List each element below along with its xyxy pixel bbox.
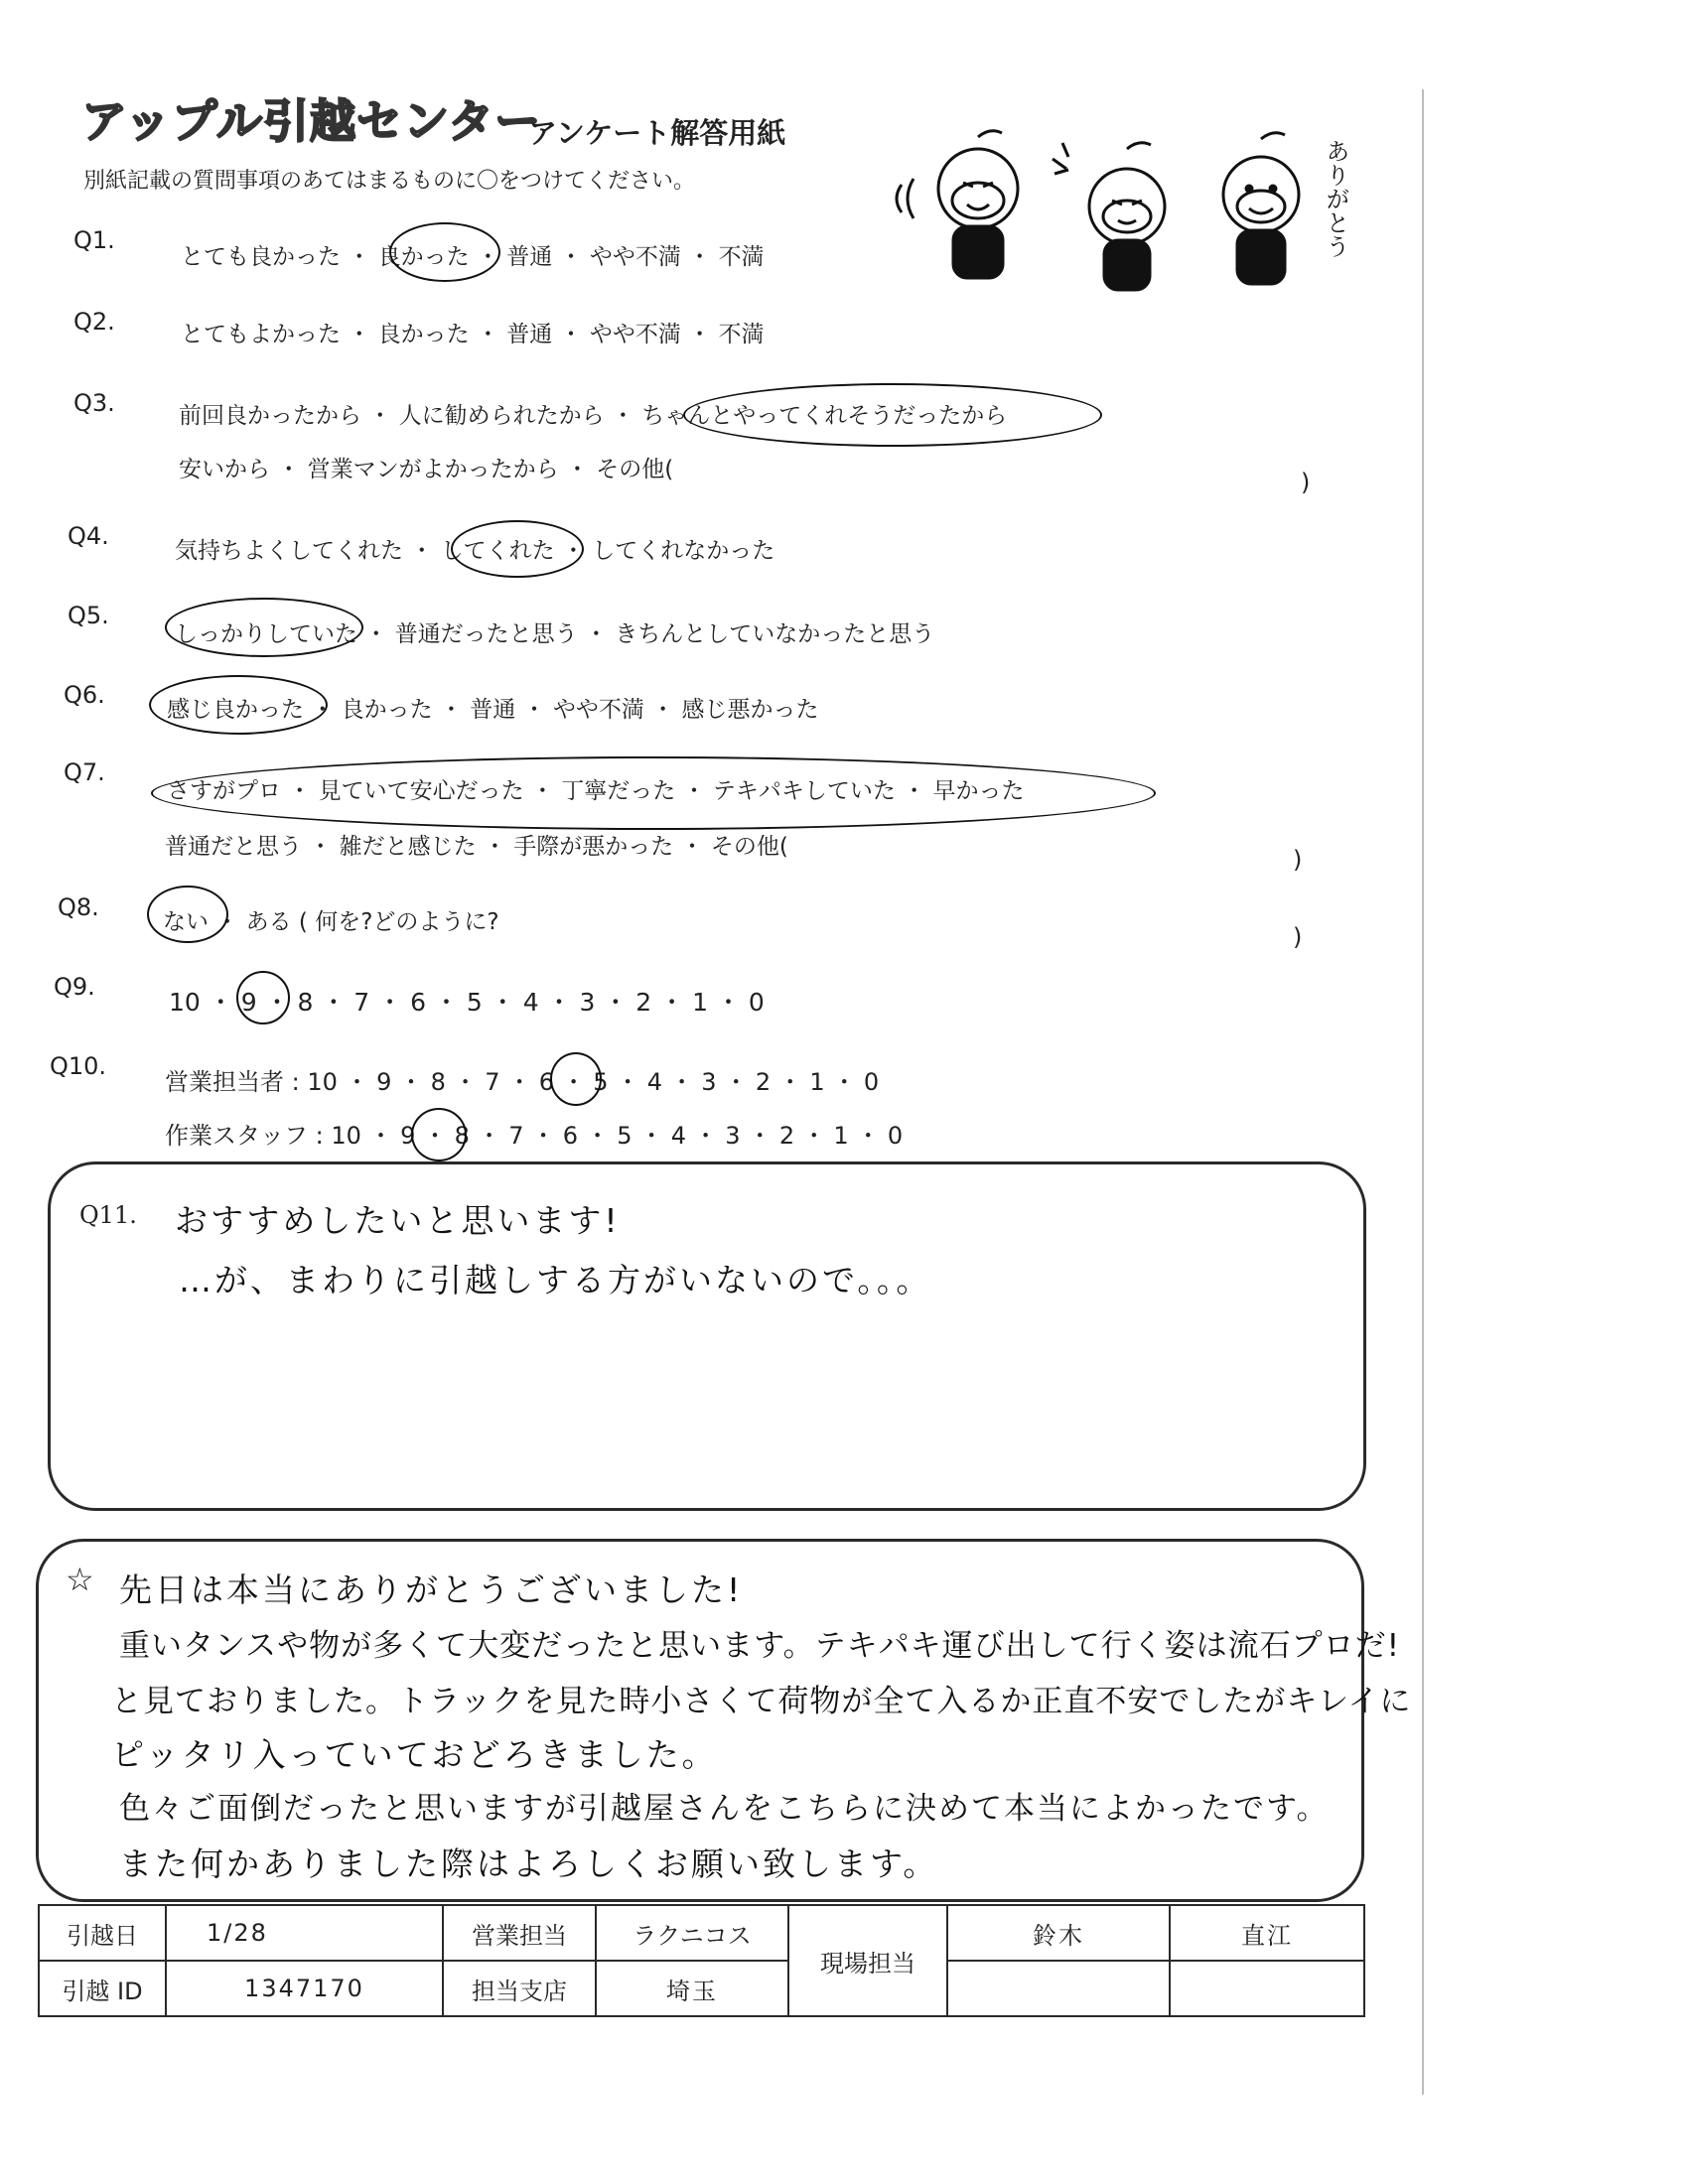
site-staff-1: 鈴木: [947, 1905, 1170, 1961]
comment-line-3: と見ておりました。トラックを見た時小さくて荷物が全て入るか正直不安でしたがキレイに: [111, 1684, 1412, 1719]
comment-line-4: ピッタリ入っていておどろきました。: [111, 1735, 718, 1774]
q5-options[interactable]: しっかりしていた ・ 普通だったと思う ・ きちんとしていなかったと思う: [175, 621, 935, 647]
q11-answer-line2: …が、まわりに引越しする方がいないので。。。: [179, 1261, 932, 1299]
q9-number: Q9.: [54, 973, 95, 1001]
q11-label: Q11.: [79, 1201, 137, 1229]
q7-number: Q7.: [64, 758, 105, 786]
q11-answer-line1: おすすめしたいと思います!: [175, 1201, 621, 1240]
mascot-1: [897, 131, 1018, 278]
q8-options[interactable]: ない ・ ある ( 何を?どのように?: [163, 909, 499, 935]
q4-options[interactable]: 気持ちよくしてくれた ・ してくれた ・ してくれなかった: [175, 538, 775, 564]
footer-info-table: [38, 1904, 1365, 2017]
move-id-value: 1347170: [166, 1961, 443, 2016]
q8-close-paren: ): [1293, 923, 1303, 951]
site-staff-empty-2: [1170, 1961, 1364, 2016]
move-date-value: 1/28: [166, 1905, 443, 1961]
q5-circle-mark: [165, 598, 363, 657]
company-title: アップル引越センター: [81, 94, 542, 148]
q10-sales-scale[interactable]: 営業担当者 : 10 ・ 9 ・ 8 ・ 7 ・ 6 ・ 5 ・ 4 ・ 3 ・ 2 ・ 1 ・ 0: [165, 1068, 880, 1096]
form-subtitle: アンケート解答用紙: [528, 116, 786, 150]
q9-scale[interactable]: 10 ・ 9 ・ 8 ・ 7 ・ 6 ・ 5 ・ 4 ・ 3 ・ 2 ・ 1 ・ 0: [169, 988, 765, 1017]
q1-options[interactable]: とても良かった ・ 良かった ・ 普通 ・ やや不満 ・ 不満: [181, 244, 765, 270]
comment-line-6: また何かありました際はよろしくお願い致します。: [119, 1844, 939, 1883]
comment-line-1: 先日は本当にありがとうございました!: [119, 1570, 744, 1609]
q6-number: Q6.: [64, 681, 105, 709]
q5-number: Q5.: [68, 602, 109, 629]
mascot-illustration: [884, 119, 1360, 308]
q10-staff-scale[interactable]: 作業スタッフ : 10 ・ 9 ・ 8 ・ 7 ・ 6 ・ 5 ・ 4 ・ 3 ・ 2 ・ 1 ・ 0: [165, 1122, 904, 1150]
q3-options-line1[interactable]: 前回良かったから ・ 人に勧められたから ・ ちゃんとやってくれそうだったから: [179, 403, 1008, 429]
sales-value: ラクニコス: [596, 1905, 788, 1961]
q10-staff-circle-mark: [411, 1108, 467, 1161]
q4-circle-mark: [451, 520, 584, 578]
mascot-2: [1053, 143, 1165, 290]
q2-number: Q2.: [73, 308, 115, 336]
q7-options-line1[interactable]: さすがプロ ・ 見ていて安心だった ・ 丁寧だった ・ テキパキしていた ・ 早かった: [167, 778, 1025, 804]
q3-close-paren: ): [1301, 469, 1311, 496]
comment-star: ☆: [66, 1561, 97, 1598]
comment-line-5: 色々ご面倒だったと思いますが引越屋さんをこちらに決めて本当によかったです。: [119, 1791, 1330, 1827]
q3-options-line2[interactable]: 安いから ・ 営業マンがよかったから ・ その他(: [179, 457, 674, 482]
q4-number: Q4.: [68, 522, 109, 550]
q6-circle-mark: [149, 675, 328, 735]
mascot-text: ありがとう: [1322, 139, 1349, 258]
q7-close-paren: ): [1293, 846, 1303, 874]
q10-number: Q10.: [50, 1052, 107, 1080]
q3-circle-mark: [683, 383, 1102, 447]
branch-label: 担当支店: [443, 1961, 596, 2016]
q1-number: Q1.: [73, 226, 115, 254]
site-staff-empty-1: [947, 1961, 1170, 2016]
q8-circle-mark: [147, 886, 228, 943]
q10-sales-circle-mark: [550, 1052, 602, 1106]
sales-label: 営業担当: [443, 1905, 596, 1961]
q7-options-line2[interactable]: 普通だと思う ・ 雑だと感じた ・ 手際が悪かった ・ その他(: [165, 834, 788, 860]
site-staff-2: 直江: [1170, 1905, 1364, 1961]
q2-options[interactable]: とてもよかった ・ 良かった ・ 普通 ・ やや不満 ・ 不満: [181, 322, 765, 347]
mascot-3: [1223, 133, 1299, 284]
q9-circle-mark: [236, 971, 290, 1024]
sheet-edge: [1422, 89, 1424, 2095]
instruction-text: 別紙記載の質問事項のあてはまるものに〇をつけてください。: [83, 169, 696, 194]
move-id-label: 引越 ID: [39, 1961, 166, 2016]
site-staff-label: 現場担当: [788, 1905, 947, 2016]
q1-circle-mark: [389, 222, 500, 282]
q7-circle-mark: [151, 756, 1156, 830]
branch-value: 埼玉: [596, 1961, 788, 2016]
q3-number: Q3.: [73, 389, 115, 417]
q8-number: Q8.: [58, 893, 99, 921]
q6-options[interactable]: 感じ良かった ・ 良かった ・ 普通 ・ やや不満 ・ 感じ悪かった: [167, 697, 819, 723]
move-date-label: 引越日: [39, 1905, 166, 1961]
comment-line-2: 重いタンスや物が多くて大変だったと思います。テキパキ運び出して行く姿は流石プロだ!: [119, 1628, 1401, 1664]
